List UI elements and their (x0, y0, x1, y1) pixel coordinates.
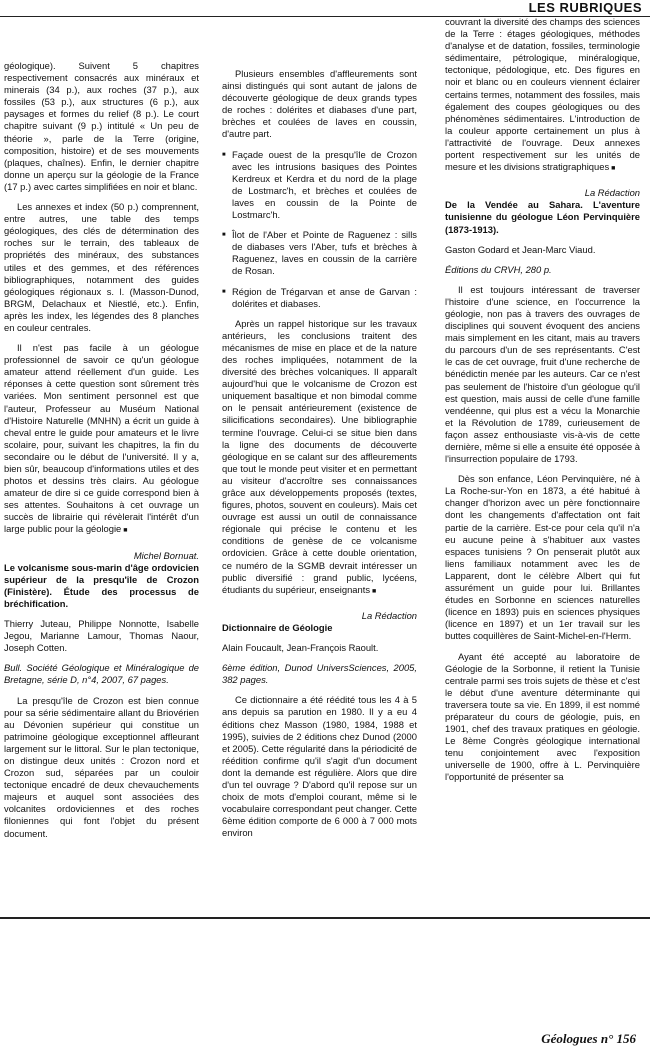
paragraph (4, 342, 199, 538)
column-3 (445, 16, 640, 784)
paragraph: Ayant été accepté au laboratoire de Géologie de la Sorbonne, il retient la Tunisie centrale parmi ses trois sujets de thèse et c'est le début d'une aventure déterminante qui traversera toute sa vie. En 1899, il est nommé préparateur du cours de géologie, puis, en 1901, chef des travaux pratiques en géologie. Le 8ème Congrès géologique international tenu conjointement avec l'exposition universelle de 1900, offre à L. Pervinquière l'opportunité de présenter sa (445, 650, 640, 783)
column-1 (4, 60, 199, 840)
signature: La Rédaction (584, 187, 640, 199)
page-footer: Géologues n° 156 (541, 1031, 636, 1046)
review-title: Dictionnaire de Géologie (222, 621, 333, 633)
section-header: LES RUBRIQUES (528, 0, 642, 15)
column-2 (222, 68, 417, 839)
end-mark-icon: ■ (121, 527, 128, 535)
bullet-item: ■ Îlot de l'Aber et Pointe de Raguenez : sills de diabases vers l'Aber, tufs et brèches à Raguenez, laves en coussin de la carrière de Rosan. (222, 229, 417, 277)
paragraph: Les annexes et index (50 p.) comprennent, entre autres, une table des temps géologiques, des clés de détermination des roches sur le terrain, des tableaux de propriétés des minéraux, des substances utiles et des gemmes, et des références bibliographiques, notamment des guides géologiques régionaux s. l. (Masson-Dunod, BRGM, Delachaux et Niestlé, etc.). Enfin, après les index, les légendes des 8 planches en couleur centrales. (4, 201, 199, 333)
review-authors: Thierry Juteau, Philippe Nonnotte, Isabelle Jegou, Marianne Lamour, Thomas Naour, Joseph Cotten. (4, 618, 199, 654)
bullet-item: ■ Région de Trégarvan et anse de Garvan : dolérites et diabases. (222, 286, 417, 310)
paragraph: La presqu'île de Crozon est bien connue pour sa série sédimentaire allant du Briovérien au Dévonien supérieur qui constitue un patrimoine géologique exceptionnel affleurant largement sur le littoral. Sur le plan tectonique, on distingue deux unités : Crozon nord et Crozon sud, séparées par un couloir tectonique encadré de deux chevauchements majeurs et auquel sont associées des volcanites ordoviciennes et des roches filoniennes qui font l'objet du présent document. (4, 694, 199, 839)
paragraph-text: Il n'est pas facile à un géologue professionnel de savoir ce qu'un géologue amateur attend réellement d'un guide. Les réponses à cette question sont sûrement très variées. Mon sentiment personnel est que l'auteur, Professeur au Muséum National d'Histoire Naturelle (MNHN) a écrit un guide à cheval entre le guide pour amateurs et le livre scolaire, pour, suivant les chapitres, la fin du secondaire ou le début de l'université. Il y a, bien sûr, beaucoup d'informations utiles et des photos et dessins très clairs. Au géologue amateur de dire si ce guide correspond bien à ses attentes. Souhaitons à cet ouvrage un succès de librairie qui révèlerait l'intérêt d'un large public pour la géologie (4, 342, 199, 535)
review-authors: Alain Foucault, Jean-François Raoult. (222, 642, 379, 654)
review-reference: Bull. Société Géologique et Minéralogique de Bretagne, série D, n°4, 2007, 67 pages. (4, 662, 199, 686)
footer-rule (0, 917, 650, 919)
end-mark-icon: ■ (370, 587, 377, 595)
paragraph: Ce dictionnaire a été réédité tous les 4 à 5 ans depuis sa parution en 1980. Il y a eu 4 éditions chez Masson (1980, 1984, 1988 et 1995), suivies de 2 éditions chez Dunod (2000 et 2005). Cette régularité dans la périodicité de réédition confirme qu'il s'agit d'un document dont la demande est régulière. Alors que dire d'un tel ouvrage ? D'abord qu'il repose sur un choix de mots d'emploi courant, même si le vocabulaire correspondant peut changer. Cette 6ème édition comporte de 6 000 à 7 000 mots environ (222, 694, 417, 839)
end-mark-icon: ■ (609, 165, 616, 173)
review-reference: Éditions du CRVH, 280 p. (445, 263, 552, 275)
paragraph: Dès son enfance, Léon Pervinquière, né à La Roche-sur-Yon en 1873, a été habitué à changer d'horizon avec un père fonctionnaire dont les changements d'affectation ont fait partie de la carrière. Est-ce pour cela qu'il n'a eu aucune peine à s'habituer aux vastes espaces tunisiens ? On penserait plutôt aux liens familiaux notamment avec les de Lapparent, dont le célèbre Albert qui fut assurément un guide pour lui. Brillantes études en Sorbonne en sciences naturelles (licence en 1893) puis en sciences physiques (licence en 1897) et un 1er travail sur les buttes coquillères de Saint-Michel-en-l'Herm. (445, 473, 640, 642)
paragraph-text: Après un rappel historique sur les travaux antérieurs, les conclusions traitent des mécanismes de mise en place et de la nature des roches impliquées, notamment de la diversité des brèches volcaniques. Il apparaît aujourd'hui que le volcanisme de Crozon est uniquement basaltique et non bimodal comme on le pensait antérieurement (existence de silicifications secondaires). Une bibliographie termine l'ouvrage. Celui-ci se situe bien dans la ligne des documents de découverte géologique en se calant sur des affleurements que tout le monde peut visiter et en permettant au visiteur d'accroître ses connaissances grâce aux développements proposés (textes, figures, photos, souvent en couleurs). Mais cet ouvrage est aussi un outil de connaissance régionale qui précise le contenu et les conditions de genèse de ce volcanisme ordovicien. Grâce à cette double orientation, ce numéro de la SGMB devrait intéresser un public diversifié : grand public, lycéens, étudiants du supérieur, enseignants (222, 317, 417, 595)
review-title: Le volcanisme sous-marin d'âge ordovicien supérieur de la presqu'île de Crozon (Finistère). Étude des processus de bréchification. (4, 561, 199, 609)
paragraph: géologique). Suivent 5 chapitres respectivement consacrés aux minéraux et minerais (34 p.), aux roches (37 p.), aux fossiles (53 p.), aux structures (6 p.), aux paysages et formes du relief (8 p.). Le court chapitre suivant (9 p.) intitulé « Un peu de théorie », parle de la Terre (origine, composition, histoire) et de ses mouvements (plaques, chaînes). Enfin, le dernier chapitre donne un aperçu sur la géologie de la France (17 p.) avec cartes simplifiées en noir et blanc. (4, 60, 199, 192)
signature: Michel Bornuat. (133, 549, 199, 561)
paragraph: Il est toujours intéressant de traverser l'histoire d'une science, en l'occurrence la géologie, non pas à travers des ouvrages de disciplines qui souvent évoquent des anciens mais simplement en les citant, mais au travers du parcours d'un de ses représentants. C'est le cas de cet ouvrage, fruit d'une recherche de bénédictin menée par les auteurs. Car ce n'est pas seulement de l'histoire d'un géologue qu'il est question, mais aussi de celle d'une famille vendéenne, qui plus est a vécu la Monarchie et la Révolution de 1789, curieusement de façon assez enthousiaste vis-à-vis de cette dernière, même si elle a ensuite été opposée à l'insurrection populaire de 1793. (445, 283, 640, 465)
review-authors: Gaston Godard et Jean-Marc Viaud. (445, 243, 596, 255)
bullet-item: ■ Façade ouest de la presqu'île de Crozon avec les intrusions basiques des Pointes Kerdreux et Kerdra et du nord de la plage de Lostmarc'h, et brèches et coulées de laves en coussin de la Pointe de Lostmarc'h. (222, 149, 417, 222)
paragraph (222, 318, 417, 598)
review-reference: 6ème édition, Dunod UniversSciences, 2005, 382 pages. (222, 662, 417, 686)
signature: La Rédaction (361, 609, 417, 621)
paragraph (445, 16, 640, 175)
review-title: De la Vendée au Sahara. L'aventure tunisienne du géologue Léon Pervinquière (1873-1913). (445, 199, 640, 235)
paragraph-text: couvrant la diversité des champs des sciences de la Terre : étages géologiques, méthodes d'analyse et de datation, fossiles, terminologie sédimentaire, pétrologique, minéralogique, tectonique, pédologique, etc. Des figures en noir et blanc ou en couleurs viennent éclairer certains termes, notamment des fossiles, mais également des coupes géologiques ou des phénomènes sédimentaires. L'introduction de la couleur apporte certainement un plus à l'attractivité de l'ouvrage. Deux annexes portent respectivement sur les unités de mesure et les divisions stratigraphiques (445, 16, 640, 173)
paragraph: Plusieurs ensembles d'affleurements sont ainsi distingués qui sont autant de jalons de découverte géologique de deux grands types de roches : dolérites et diabases d'une part, brèches et coulées de laves en coussin, d'autre part. (222, 68, 417, 140)
